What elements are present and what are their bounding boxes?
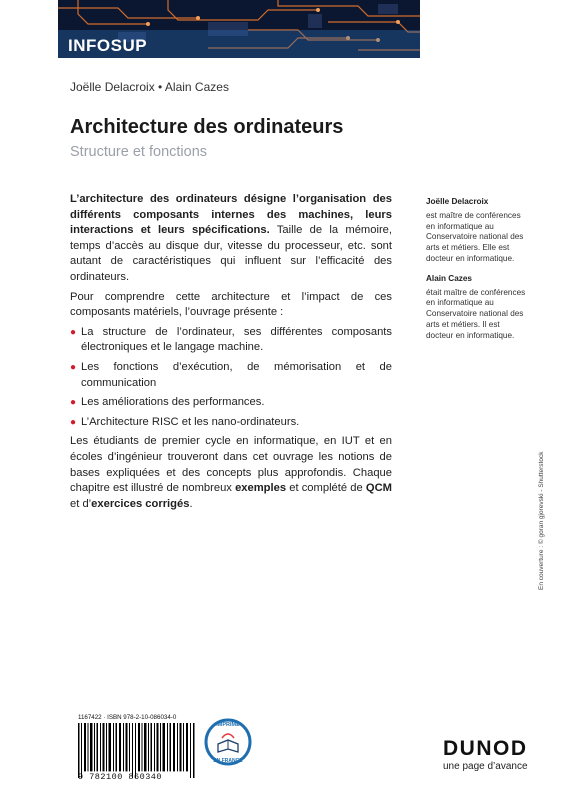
publisher-tagline: une page d’avance bbox=[443, 761, 528, 772]
list-item bbox=[70, 325, 392, 356]
publisher-logo: DUNOD bbox=[443, 737, 528, 760]
author-bio: était maître de conférences en informatique au Conservatoire national des arts et métiers. Il est docteur en informatique. bbox=[426, 287, 526, 340]
lead-bold-text: L’architecture des ordinateurs désigne l’organisation des différents composants internes des machines, leurs interactions et leurs spécifications. bbox=[70, 193, 392, 237]
barcode-digits: 9 782100 860340 bbox=[78, 772, 163, 782]
lead-rest-text: Taille de la mémoire, temps d’accès au disque dur, vitesse du processeur, etc. sont autant de caractéristiques qui influent sur l’efficacité des ordinateurs. bbox=[70, 224, 393, 283]
image-credit: En couverture : © goran gjorevski - Shutterstock bbox=[538, 451, 545, 590]
series-name: INFOSUP bbox=[68, 36, 148, 55]
closing-text: Les étudiants de premier cycle en informatique, en IUT et en écoles d’ingénieur trouveront dans cet ouvrage les notions de bases expliquées et des concepts plus approfondis. Chaque chapitre est illustré de nombreux bbox=[70, 435, 392, 495]
closing-text: et complété de bbox=[286, 482, 366, 495]
author-name: Alain Cazes bbox=[426, 273, 472, 283]
list-item-text: Les fonctions d’exécution, de mémorisation et de communication bbox=[81, 360, 392, 389]
back-cover-text bbox=[70, 192, 392, 516]
bullet-icon: ● bbox=[70, 361, 77, 373]
list-item-text: L’Architecture RISC et les nano-ordinateurs. bbox=[81, 415, 300, 428]
closing-text: . bbox=[189, 497, 193, 510]
closing-bold-text: QCM bbox=[365, 482, 392, 495]
content-list bbox=[70, 325, 392, 431]
lead-paragraph bbox=[70, 192, 392, 286]
list-item-text: La structure de l’ordinateur, ses différentes composants électroniques et le langage machine. bbox=[81, 325, 392, 354]
barcode-icon bbox=[78, 723, 196, 778]
author-name: Joëlle Delacroix bbox=[426, 197, 489, 206]
bullet-icon: ● bbox=[70, 326, 77, 338]
book-subtitle: Structure et fonctions bbox=[70, 144, 208, 160]
closing-paragraph bbox=[70, 434, 392, 512]
stamp-top-text: IMPRIMÉ bbox=[216, 722, 240, 728]
closing-bold-text: exercices corrigés bbox=[91, 497, 190, 510]
closing-bold-text: exemples bbox=[235, 482, 287, 495]
author-bio: est maître de conférences en informatique au Conservatoire national des arts et métiers. Elle est docteur en informatique. bbox=[426, 210, 524, 263]
closing-text: et d’ bbox=[70, 497, 92, 510]
isbn-number: 1167422 · ISBN 978-2-10-086034-0 bbox=[78, 714, 177, 721]
bullet-icon: ● bbox=[70, 397, 77, 409]
list-item bbox=[70, 415, 392, 431]
list-item bbox=[70, 360, 392, 391]
cover-banner bbox=[58, 0, 420, 58]
intro-paragraph: Pour comprendre cette architecture et l’impact de ces composants matériels, l’ouvrage présente : bbox=[70, 290, 392, 319]
author-bios bbox=[426, 197, 526, 351]
list-item bbox=[70, 395, 392, 411]
bullet-icon: ● bbox=[70, 416, 77, 428]
list-item-text: Les améliorations des performances. bbox=[81, 396, 265, 409]
book-title: Architecture des ordinateurs bbox=[70, 116, 344, 138]
authors: Joëlle Delacroix • Alain Cazes bbox=[70, 80, 229, 94]
stamp-bottom-text: EN FRANCE bbox=[213, 758, 243, 764]
imprime-en-france-stamp-icon bbox=[204, 712, 252, 776]
